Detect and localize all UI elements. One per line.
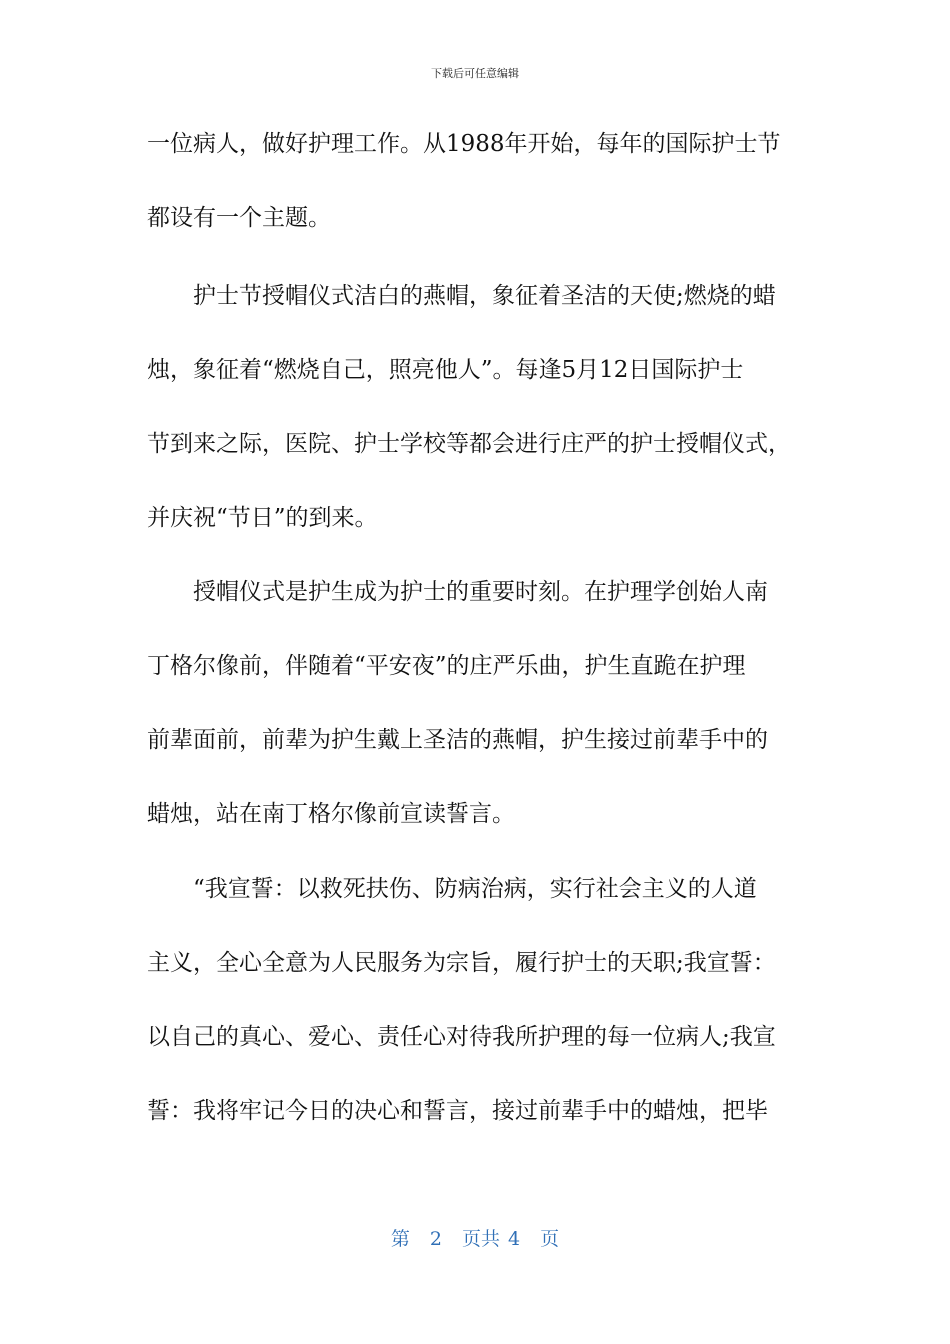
text-line: 并庆祝“节日”的到来。 xyxy=(147,505,378,531)
page-number-middle: 页共 xyxy=(461,1228,500,1250)
text-line: 护士节授帽仪式洁白的燕帽，象征着圣洁的天使;燃烧的蜡 xyxy=(147,283,776,309)
page-header-note: 下载后可任意编辑 xyxy=(431,67,519,80)
text-line: 授帽仪式是护生成为护士的重要时刻。在护理学创始人南 xyxy=(147,579,768,605)
text-line: 主义，全心全意为人民服务为宗旨，履行护士的天职;我宣誓： xyxy=(147,950,776,976)
text-line: 丁格尔像前，伴随着“平安夜”的庄严乐曲，护生直跪在护理 xyxy=(147,653,746,679)
text-line: 以自己的真心、爱心、责任心对待我所护理的每一位病人;我宣 xyxy=(147,1024,776,1050)
text-line: 一位病人，做好护理工作。从1988年开始，每年的国际护士节 xyxy=(147,131,781,157)
page-number xyxy=(0,1226,950,1252)
page-number-suffix: 页 xyxy=(540,1228,560,1250)
text-line: 都设有一个主题。 xyxy=(147,205,331,231)
page-number-total: 4 xyxy=(508,1228,521,1250)
text-line: “我宣誓：以救死扶伤、防病治病，实行社会主义的人道 xyxy=(147,876,757,902)
text-line: 烛，象征着“燃烧自己，照亮他人”。每逢5月12日国际护士 xyxy=(147,357,744,383)
page-number-prefix: 第 xyxy=(390,1228,410,1250)
text-line: 节到来之际，医院、护士学校等都会进行庄严的护士授帽仪式， xyxy=(147,431,791,457)
text-line: 蜡烛，站在南丁格尔像前宣读誓言。 xyxy=(147,801,515,827)
text-line: 前辈面前，前辈为护生戴上圣洁的燕帽，护生接过前辈手中的 xyxy=(147,727,768,753)
page-number-current: 2 xyxy=(429,1228,442,1250)
text-line: 誓：我将牢记今日的决心和誓言，接过前辈手中的蜡烛，把毕 xyxy=(147,1098,768,1124)
